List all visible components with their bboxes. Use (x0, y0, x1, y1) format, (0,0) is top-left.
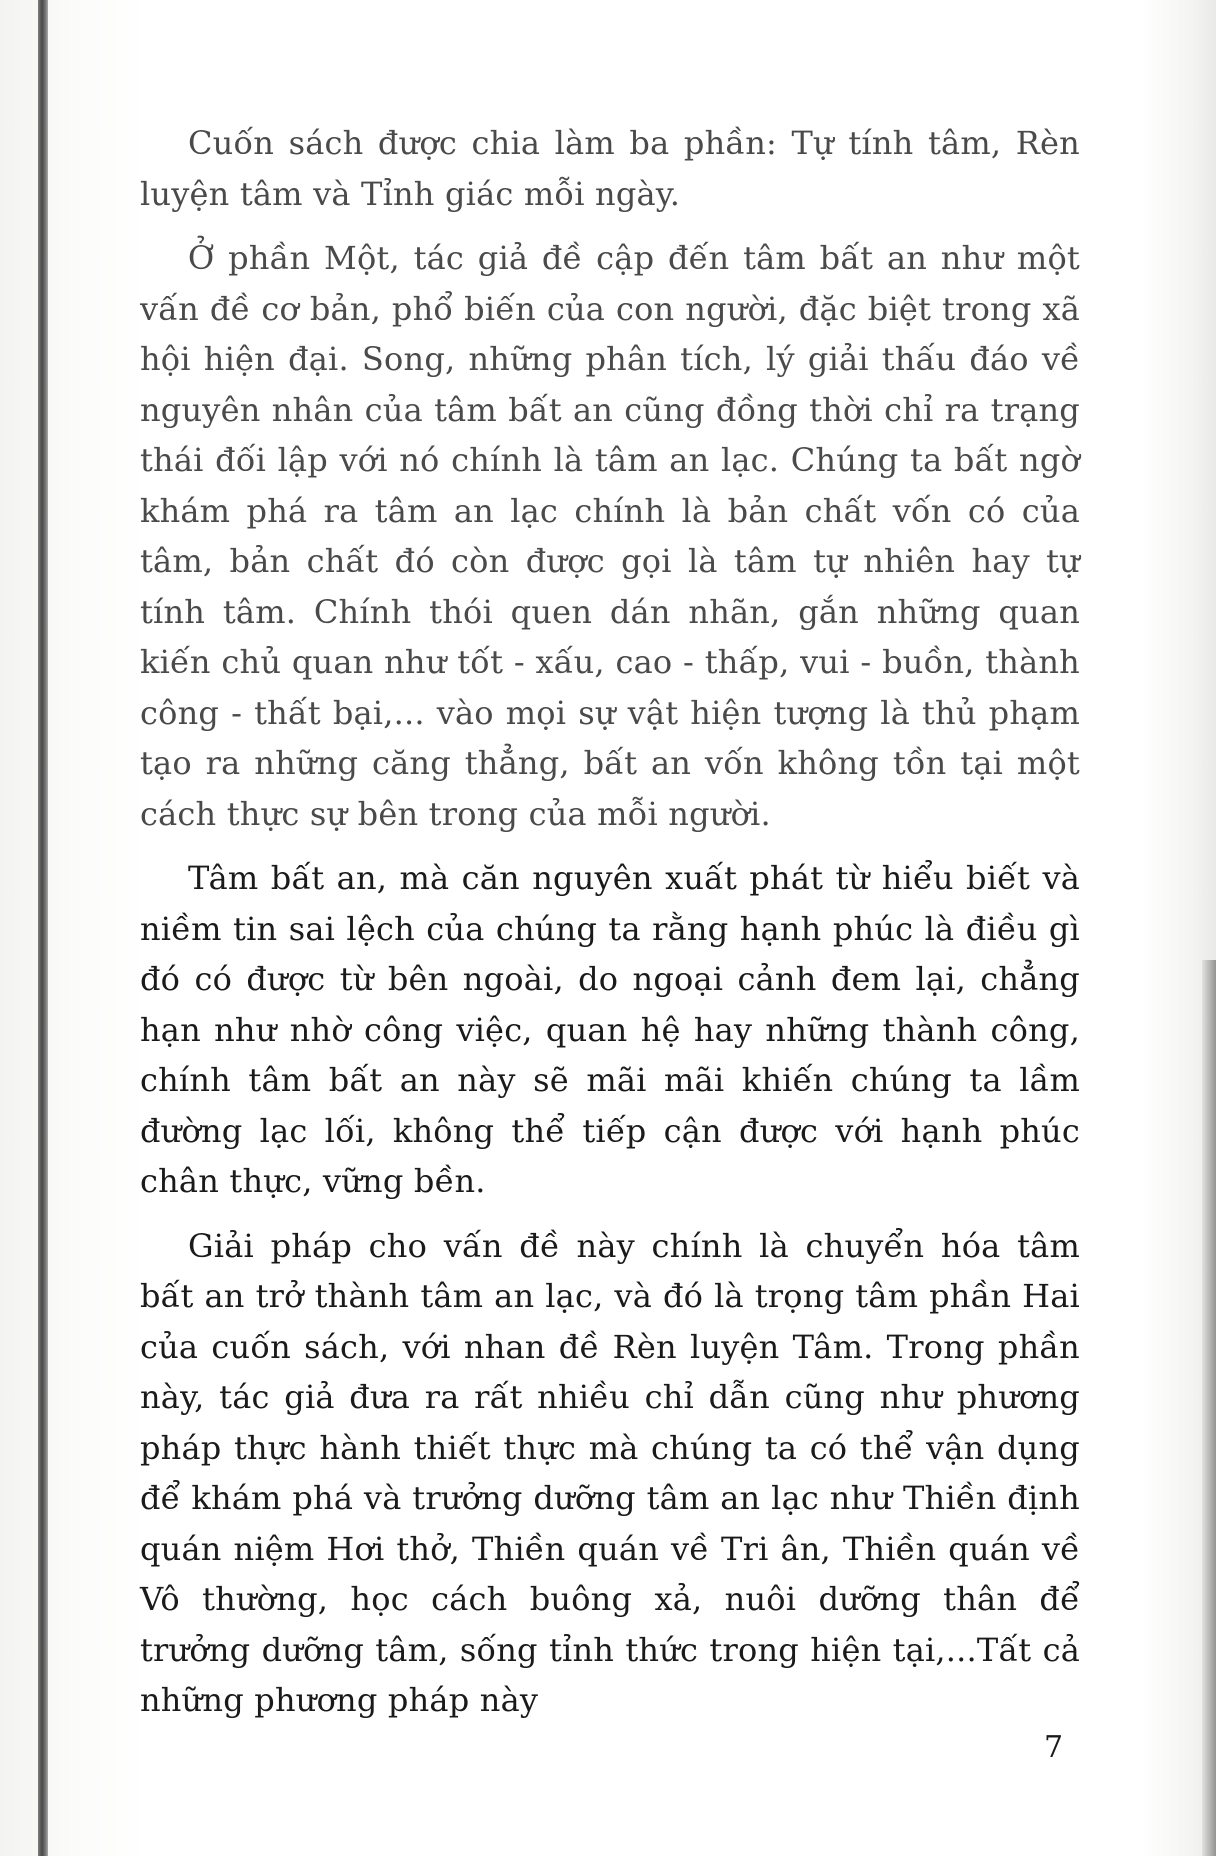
paragraph-2: Ở phần Một, tác giả đề cập đến tâm bất an như một vấn đề cơ bản, phổ biến của con người, đặc biệt trong xã hội hiện đại. Song, những phân tích, lý giải thấu đáo về nguyên nhân của tâm bất an cũng đồng thời chỉ ra trạng thái đối lập với nó chính là tâm an lạc. Chúng ta bất ngờ khám phá ra tâm an lạc chính là bản chất vốn có của tâm, bản chất đó còn được gọi là tâm tự nhiên hay tự tính tâm. Chính thói quen dán nhãn, gắn những quan kiến chủ quan như tốt - xấu, cao - thấp, vui - buồn, thành công - thất bại,... vào mọi sự vật hiện tượng là thủ phạm tạo ra những căng thẳng, bất an vốn không tồn tại một cách thực sự bên trong của mỗi người. (140, 239, 1080, 833)
paragraph-3: Tâm bất an, mà căn nguyên xuất phát từ hiểu biết và niềm tin sai lệch của chúng ta rằng hạnh phúc là điều gì đó có được từ bên ngoài, do ngoại cảnh đem lại, chẳng hạn như nhờ công việc, quan hệ hay những thành công, chính tâm bất an này sẽ mãi mãi khiến chúng ta lầm đường lạc lối, không thể tiếp cận được với hạnh phúc chân thực, vững bền. (140, 859, 1080, 1200)
body-text (140, 118, 1080, 1740)
book-spine-shadow (38, 0, 48, 1856)
paragraph-1: Cuốn sách được chia làm ba phần: Tự tính tâm, Rèn luyện tâm và Tỉnh giác mỗi ngày. (140, 124, 1080, 213)
page-edge-shadow (1202, 960, 1216, 1856)
page-number: 7 (1044, 1730, 1064, 1765)
paragraph-4: Giải pháp cho vấn đề này chính là chuyển hóa tâm bất an trở thành tâm an lạc, và đó là trọng tâm phần Hai của cuốn sách, với nhan đề Rèn luyện Tâm. Trong phần này, tác giả đưa ra rất nhiều chỉ dẫn cũng như phương pháp thực hành thiết thực mà chúng ta có thể vận dụng để khám phá và trưởng dưỡng tâm an lạc như Thiền định quán niệm Hơi thở, Thiền quán về Tri ân, Thiền quán về Vô thường, học cách buông xả, nuôi dưỡng thân để trưởng dưỡng tâm, sống tỉnh thức trong hiện tại,...Tất cả những phương pháp này (140, 1226, 1080, 1719)
